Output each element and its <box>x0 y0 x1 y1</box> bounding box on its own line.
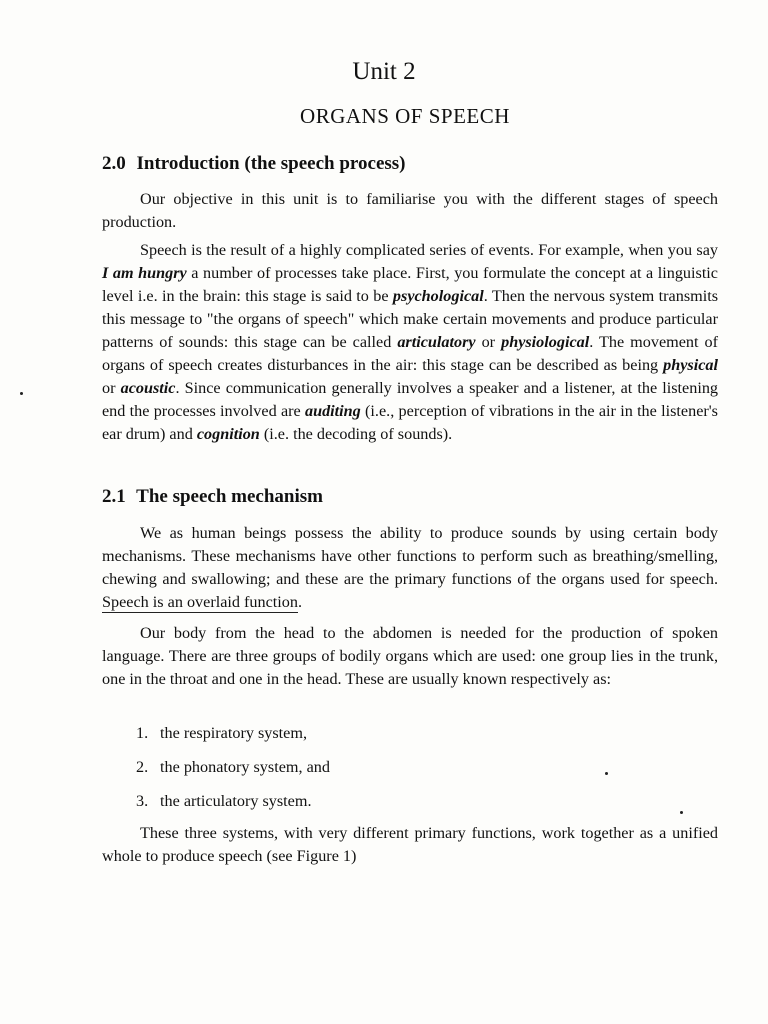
text-run: Speech is the result of a highly complicated series of events. For example, when you say <box>140 241 718 259</box>
emphasis-term: I am hungry <box>102 264 187 282</box>
text-run: . Since communication generally involves a speaker and a listener, at the listening end the processes involved are <box>102 379 719 420</box>
emphasis-term: auditing <box>304 402 361 420</box>
emphasis-term: acoustic <box>120 379 176 397</box>
list-text: the articulatory system. <box>160 792 312 810</box>
intro-paragraph-1: Our objective in this unit is to familiarise you with the different stages of speech production. <box>102 190 718 231</box>
list-number: 3. <box>136 792 149 810</box>
text-run: or <box>475 333 502 351</box>
list-item <box>136 756 330 790</box>
emphasis-term: psychological <box>392 287 484 305</box>
list-item <box>136 790 330 824</box>
list-number: 2. <box>136 758 149 776</box>
text-run: a number of processes take place. First, you formulate the concept at a linguistic level i.e. in the brain: this stage is said to be <box>102 264 718 305</box>
emphasis-term: cognition <box>196 425 260 443</box>
emphasis-term: physical <box>663 356 718 374</box>
section-number: 2.0 <box>102 153 126 174</box>
emphasis-term: physiological <box>501 333 590 351</box>
section-number: 2.1 <box>102 486 126 507</box>
list-text: the phonatory system, and <box>160 758 330 776</box>
unit-title: Unit 2 <box>352 58 416 85</box>
text-run: (i.e., perception of vibrations in the air in the listener's ear drum) and <box>102 402 718 443</box>
organ-systems-list <box>136 722 330 824</box>
underlined-phrase: Speech is an overlaid function <box>102 593 298 611</box>
scan-speck <box>680 811 683 814</box>
scan-speck <box>605 772 608 775</box>
intro-paragraph-2 <box>102 239 718 446</box>
list-text: the respiratory system, <box>160 724 307 742</box>
list-item <box>136 722 330 756</box>
emphasis-term: articulatory <box>397 333 476 351</box>
text-run: . <box>298 593 303 611</box>
scan-speck <box>20 392 23 395</box>
text-run: . The movement of organs of speech creates disturbances in the air: this stage can be described as being <box>102 333 719 374</box>
mechanism-paragraph-2: Our body from the head to the abdomen is needed for the production of spoken language. There are three groups of bodily organs which are used: one group lies in the trunk, one in the throat and one in the head. These are usually known respectively as: <box>102 624 718 688</box>
text-run: or <box>102 379 121 397</box>
text-run: (i.e. the decoding of sounds). <box>259 425 453 443</box>
text-run: . Then the nervous system transmits this message to "the organs of speech" which make certain movements and produce particular patterns of sounds: this stage can be called <box>102 287 719 351</box>
mechanism-paragraph-1 <box>102 522 718 614</box>
mechanism-paragraph-3: These three systems, with very different primary functions, work together as a unified whole to produce speech (see Figure 1) <box>102 824 718 865</box>
section-title: Introduction (the speech process) <box>136 153 406 174</box>
section-heading-2-0 <box>102 153 406 175</box>
section-title: The speech mechanism <box>136 486 323 507</box>
section-heading-2-1 <box>102 486 323 508</box>
list-number: 1. <box>136 724 149 742</box>
chapter-title: ORGANS OF SPEECH <box>300 104 510 128</box>
text-run: We as human beings possess the ability to produce sounds by using certain body mechanisms. These mechanisms have other functions to perform such as breathing/smelling, chewing and swallowing; and these are the primary functions of the organs used for speech. <box>102 524 718 588</box>
